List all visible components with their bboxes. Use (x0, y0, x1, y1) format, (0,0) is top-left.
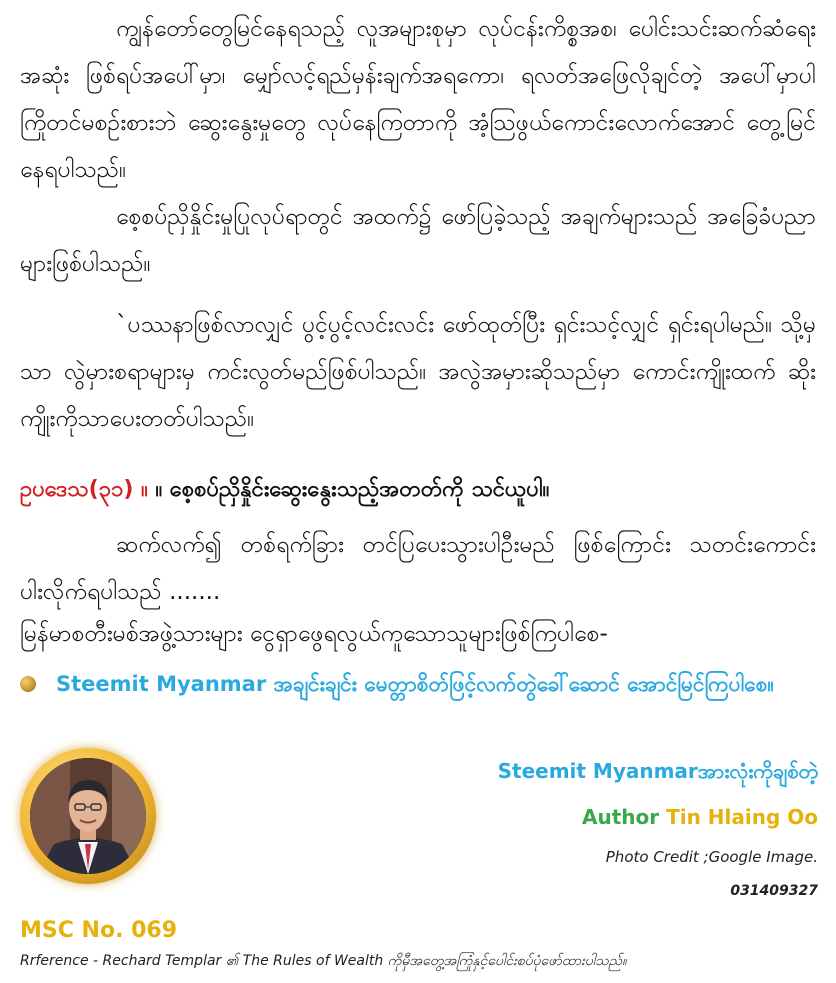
gold-bullet-icon (20, 676, 36, 692)
paragraph-4: ဆက်လက်၍ တစ်ရက်ခြား တင်ပြပေးသွားပါဦးမည် ဖြစ်ကြောင်း သတင်းကောင်းပါးလိုက်ရပါသည် ....... (20, 532, 816, 605)
msc-number: MSC No. 069 (20, 918, 178, 943)
paragraph-2: စေ့စပ်ညှိနှိုင်းမှုပြုလုပ်ရာတွင် အထက်၌ ဖော်ပြခဲ့သည့် အချက်များသည် အခြေခံပညာများဖြစ်ပါသည်။ (20, 204, 816, 277)
author-label: Author (582, 805, 660, 829)
paragraph-1: ကျွန်တော်တွေမြင်နေရသည့် လူအများစုမှာ လုပ်ငန်းကိစ္စအစ၊ ပေါင်းသင်းဆက်ဆံရေးအဆုံး ဖြစ်ရပ်အပေါ်မှာ၊ မျှော်လင့်ရည်မှန်းချက်အရကော၊ ရလတ်အဖြေလိုချင်တဲ့ အပေါ်မှာပါ ကြိုတင်မစဉ်းစားဘဲ ဆွေးနွေးမှုတွေ လုပ်နေကြတာကို အံ့သြဖွယ်ကောင်းလောက်အောင် တွေ့မြင်နေရပါသည်။ (20, 16, 816, 183)
author-line (498, 802, 818, 832)
signature-line: Steemit Myanmarအားလုံးကိုချစ်တဲ့ (497, 759, 818, 783)
author-name: Tin Hlaing Oo (666, 805, 818, 829)
author-code: 031409327 (730, 883, 818, 899)
bullet-text: Steemit Myanmar အချင်းချင်း မေတ္တာစိတ်ဖြင့်လက်တွဲခေါ်ဆောင် အောင်မြင်ကြပါစေ။ (56, 672, 774, 696)
paragraph-5: မြန်မာစတီးမစ်အဖွဲ့သားများ ငွေရှာဖွေရလွယ်ကူသောသူများဖြစ်ကြပါစေ- (20, 621, 608, 647)
photo-credit: Photo Credit ;Google Image. (605, 848, 818, 866)
author-portrait-icon (30, 758, 146, 874)
heading-title: ။ စေ့စပ်ညှိနှိုင်းဆွေးနွေးသည့်အတတ်ကို သင်ယူပါ။ (155, 477, 550, 502)
author-avatar (30, 758, 146, 874)
section-heading (20, 468, 549, 512)
author-avatar-frame (20, 748, 156, 884)
signature-block (498, 756, 818, 902)
reference-line: Rrference - Rechard Templar ၏ The Rules of Wealth ကိုမှီအတွေ့အကြုံနှင့်ပေါင်းစပ်ပုံဖော်ထားပါသည်။ (20, 953, 627, 969)
paragraph-3: `ပဿနာဖြစ်လာလျှင် ပွင့်ပွင့်လင်းလင်း ဖော်ထုတ်ပြီး ရှင်းသင့်လျှင် ရှင်းရပါမည်။ သို့မှသာ လွဲမှားစရာများမှ ကင်းလွတ်မည်ဖြစ်ပါသည်။ အလွဲအမှားဆိုသည်မှာ ကောင်းကျိုးထက် ဆိုးကျိုးကိုသာပေးတတ်ပါသည်။ (20, 312, 816, 432)
heading-number: ဥပဒေသ(၃၁) ။ (20, 477, 148, 502)
